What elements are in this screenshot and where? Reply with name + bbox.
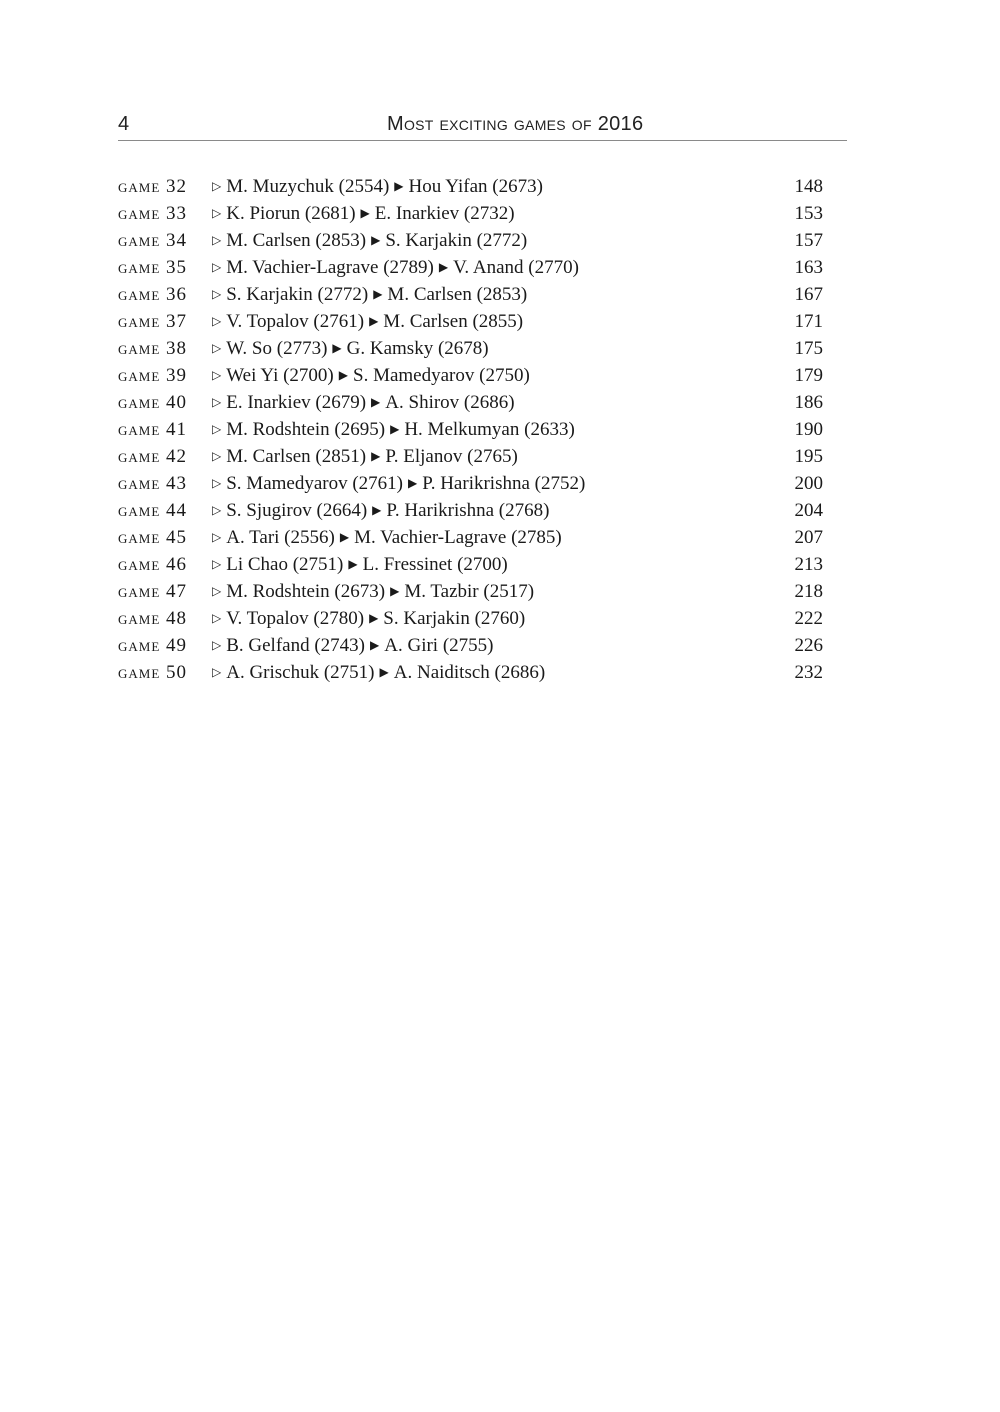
white-triangle-icon: ▷ [212,233,222,247]
black-player: A. Naiditsch (2686) [393,662,546,683]
players [212,362,530,391]
black-triangle-icon: ▶ [371,449,381,463]
white-triangle-icon: ▷ [212,287,222,301]
white-triangle-icon: ▷ [212,476,222,490]
black-player: H. Melkumyan (2633) [404,419,575,440]
players [212,227,527,256]
white-triangle-icon: ▷ [212,665,222,679]
black-player: S. Mamedyarov (2750) [353,365,530,386]
players [212,524,562,553]
page-reference: 153 [794,203,823,224]
white-player: V. Topalov (2761) [226,311,365,332]
toc-entry [118,335,823,362]
game-label: game 37 [118,311,188,332]
page-reference: 179 [794,365,823,386]
white-triangle-icon: ▷ [212,611,222,625]
black-player: A. Shirov (2686) [385,392,515,413]
white-triangle-icon: ▷ [212,503,222,517]
page-reference: 200 [794,473,823,494]
black-player: M. Carlsen (2855) [383,311,524,332]
white-player: S. Mamedyarov (2761) [226,473,404,494]
game-label: game 44 [118,500,188,521]
toc-entry [118,389,823,416]
game-label: game 36 [118,284,188,305]
black-player: A. Giri (2755) [384,635,494,656]
white-player: M. Rodshtein (2695) [226,419,386,440]
page-reference: 195 [794,446,823,467]
black-player: M. Vachier-Lagrave (2785) [354,527,562,548]
page-reference: 175 [794,338,823,359]
page-reference: 190 [794,419,823,440]
black-triangle-icon: ▶ [379,665,389,679]
black-player: S. Karjakin (2760) [383,608,526,629]
game-label: game 45 [118,527,188,548]
white-player: M. Carlsen (2853) [226,230,367,251]
players [212,605,525,634]
black-triangle-icon: ▶ [369,314,379,328]
black-triangle-icon: ▶ [408,476,418,490]
white-player: K. Piorun (2681) [226,203,356,224]
page-reference: 157 [794,230,823,251]
players [212,470,585,499]
game-label: game 33 [118,203,188,224]
black-triangle-icon: ▶ [390,422,400,436]
black-triangle-icon: ▶ [373,287,383,301]
black-player: Hou Yifan (2673) [408,176,543,197]
game-label: game 48 [118,608,188,629]
page-reference: 171 [794,311,823,332]
game-label: game 34 [118,230,188,251]
black-triangle-icon: ▶ [372,503,382,517]
toc-entry [118,254,823,281]
white-triangle-icon: ▷ [212,638,222,652]
white-player: M. Rodshtein (2673) [226,581,386,602]
game-label: game 50 [118,662,188,683]
toc-entry [118,416,823,443]
black-player: M. Carlsen (2853) [387,284,528,305]
black-triangle-icon: ▶ [438,260,449,274]
white-triangle-icon: ▷ [212,530,222,544]
page-reference: 148 [794,176,823,197]
players [212,416,575,445]
players [212,173,543,202]
white-player: Li Chao (2751) [226,554,344,575]
game-label: game 49 [118,635,188,656]
black-player: V. Anand (2770) [453,257,579,278]
toc-entry [118,281,823,308]
toc-entry [118,578,823,605]
black-triangle-icon: ▶ [371,395,381,409]
white-player: E. Inarkiev (2679) [226,392,367,413]
white-player: W. So (2773) [226,338,328,359]
white-player: B. Gelfand (2743) [226,635,366,656]
game-label: game 42 [118,446,188,467]
black-player: S. Karjakin (2772) [385,230,528,251]
page-reference: 222 [794,608,823,629]
toc-entry [118,551,823,578]
players [212,551,508,580]
players [212,254,579,283]
players [212,335,489,364]
players [212,200,515,229]
players [212,578,534,607]
page-header [118,110,847,141]
white-player: A. Tari (2556) [226,527,335,548]
black-triangle-icon: ▶ [369,611,379,625]
players [212,443,518,472]
white-triangle-icon: ▷ [212,179,222,193]
game-label: game 32 [118,176,188,197]
toc-entry [118,173,823,200]
page-reference: 163 [794,257,823,278]
white-triangle-icon: ▷ [212,422,222,436]
black-player: L. Fressinet (2700) [362,554,508,575]
black-player: P. Harikrishna (2768) [386,500,550,521]
black-player: P. Eljanov (2765) [385,446,518,467]
page-reference: 186 [794,392,823,413]
players [212,281,527,310]
players [212,389,515,418]
game-label: game 39 [118,365,188,386]
players [212,497,549,526]
toc-entry [118,497,823,524]
page-reference: 218 [794,581,823,602]
black-triangle-icon: ▶ [338,368,348,382]
toc-entry [118,632,823,659]
players [212,632,493,661]
white-player: Wei Yi (2700) [226,365,334,386]
white-player: S. Karjakin (2772) [226,284,369,305]
black-triangle-icon: ▶ [390,584,400,598]
black-triangle-icon: ▶ [332,341,342,355]
white-triangle-icon: ▷ [212,449,222,463]
white-triangle-icon: ▷ [212,341,222,355]
running-title: Most exciting games of 2016 [387,113,644,135]
black-player: P. Harikrishna (2752) [422,473,586,494]
table-of-contents [118,173,823,686]
white-triangle-icon: ▷ [212,557,222,571]
black-triangle-icon: ▶ [394,179,404,193]
game-label: game 40 [118,392,188,413]
game-label: game 46 [118,554,188,575]
black-triangle-icon: ▶ [339,530,350,544]
white-player: A. Grischuk (2751) [226,662,375,683]
white-triangle-icon: ▷ [212,584,222,598]
page-reference: 213 [794,554,823,575]
black-triangle-icon: ▶ [370,638,380,652]
white-triangle-icon: ▷ [212,314,222,328]
page-reference: 232 [794,662,823,683]
white-triangle-icon: ▷ [212,206,222,220]
white-player: M. Carlsen (2851) [226,446,367,467]
page-reference: 226 [794,635,823,656]
white-triangle-icon: ▷ [212,368,222,382]
toc-entry [118,470,823,497]
black-triangle-icon: ▶ [348,557,358,571]
game-label: game 35 [118,257,188,278]
black-player: E. Inarkiev (2732) [374,203,515,224]
page-number: 4 [118,113,130,135]
black-triangle-icon: ▶ [371,233,381,247]
toc-entry [118,362,823,389]
white-player: M. Muzychuk (2554) [226,176,390,197]
black-player: M. Tazbir (2517) [404,581,535,602]
white-player: M. Vachier-Lagrave (2789) [226,257,434,278]
toc-entry [118,308,823,335]
toc-entry [118,659,823,686]
toc-entry [118,443,823,470]
game-label: game 47 [118,581,188,602]
players [212,659,545,688]
white-player: V. Topalov (2780) [226,608,365,629]
white-triangle-icon: ▷ [212,260,222,274]
black-player: G. Kamsky (2678) [346,338,489,359]
game-label: game 41 [118,419,188,440]
white-triangle-icon: ▷ [212,395,222,409]
toc-entry [118,227,823,254]
toc-entry [118,200,823,227]
white-player: S. Sjugirov (2664) [226,500,368,521]
toc-entry [118,524,823,551]
toc-entry [118,605,823,632]
page-reference: 207 [794,527,823,548]
black-triangle-icon: ▶ [360,206,370,220]
game-label: game 43 [118,473,188,494]
players [212,308,523,337]
page-reference: 204 [794,500,823,521]
game-label: game 38 [118,338,188,359]
page-reference: 167 [794,284,823,305]
